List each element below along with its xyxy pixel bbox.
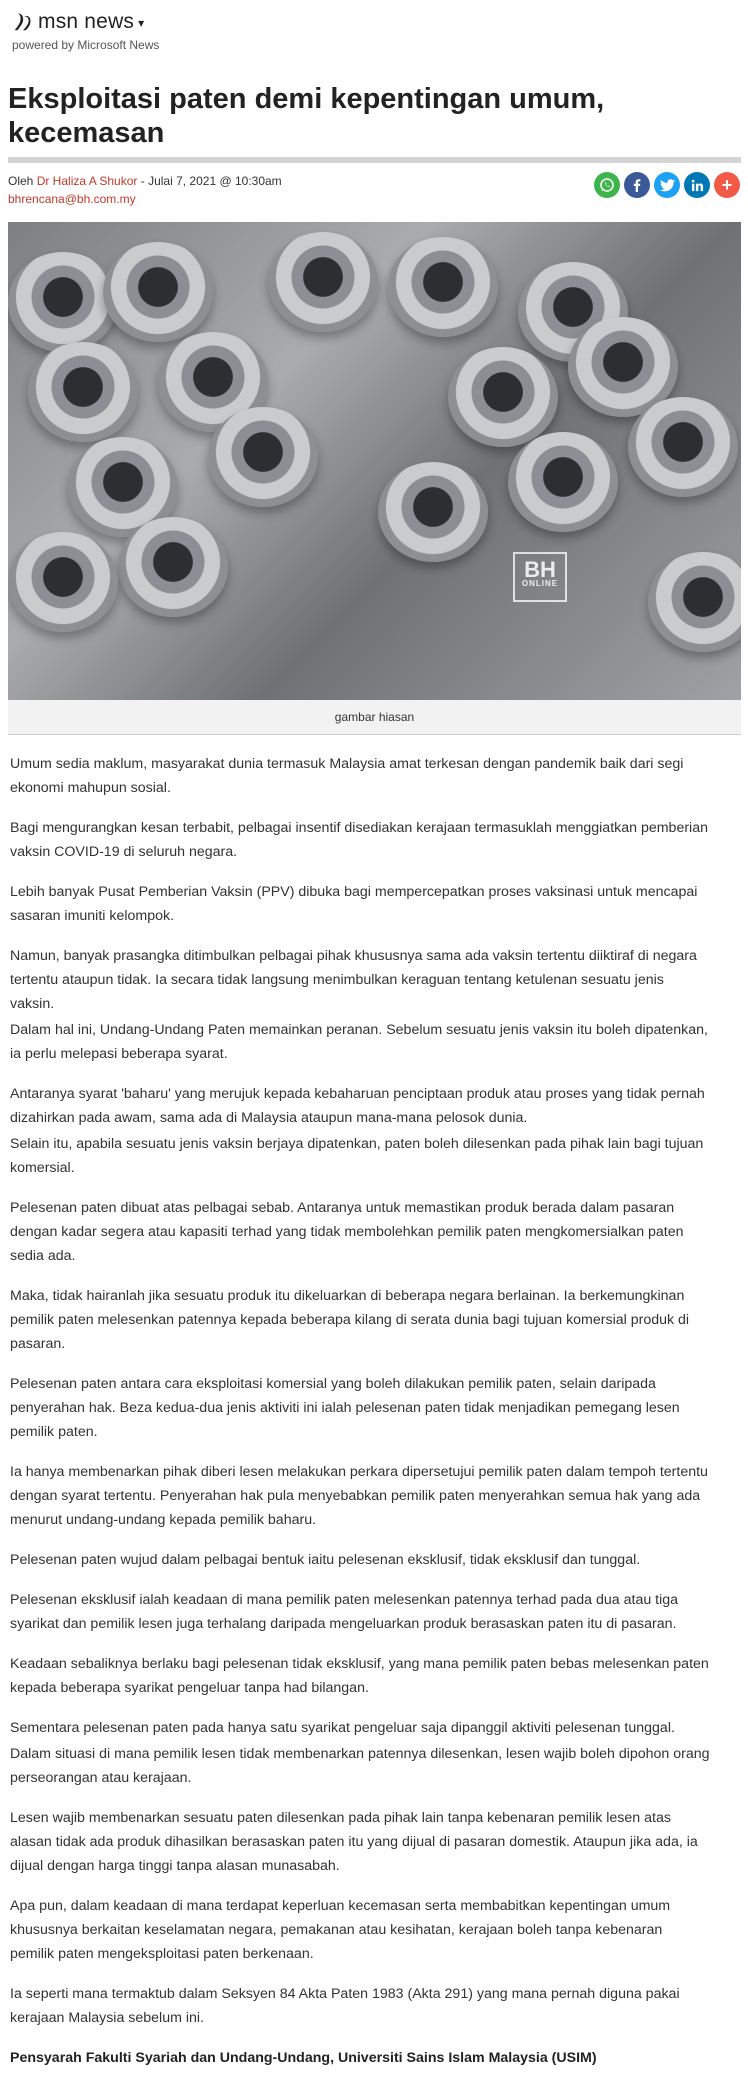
linkedin-icon xyxy=(691,179,704,192)
article-paragraph: Pelesenan paten wujud dalam pelbagai bentuk iaitu pelesenan eksklusif, tidak eksklusif dan tunggal. xyxy=(10,1552,641,1568)
share-whatsapp-button[interactable] xyxy=(594,172,620,198)
article-paragraph: Umum sedia maklum, masyarakat dunia termasuk Malaysia amat terkesan dengan pandemik baik dari segi ekonomi mahupun sosial. xyxy=(10,756,684,796)
vial-shape xyxy=(378,462,488,562)
msn-logo-icon xyxy=(12,11,34,33)
watermark-subtext: ONLINE xyxy=(521,579,559,588)
chevron-down-icon: ▾ xyxy=(138,16,145,30)
image-caption: gambar hiasan xyxy=(8,700,741,735)
bh-online-watermark xyxy=(513,552,567,602)
article-hero-image xyxy=(8,222,741,700)
article-paragraph: Lesen wajib membenarkan sesuatu paten dilesenkan pada pihak lain tanpa kebenaran pemilik lesen atas alasan tidak ada produk dihasilkan berasaskan paten itu yang dijual di pasaran domestik. Ataupun jika ada, ia dijual dengan harga tinggi tanpa alasan munasabah. xyxy=(10,1810,698,1874)
share-facebook-button[interactable] xyxy=(624,172,650,198)
byline-prefix: Oleh xyxy=(8,174,37,188)
author-email[interactable]: bhrencana@bh.com.my xyxy=(8,192,136,206)
msn-brand-row[interactable] xyxy=(12,10,159,34)
vial-shape xyxy=(628,397,738,497)
article-paragraph: Dalam hal ini, Undang-Undang Paten memainkan peranan. Sebelum sesuatu jenis vaksin itu boleh dipatenkan, ia perlu melepasi beberapa syarat. xyxy=(10,1022,708,1062)
article-body xyxy=(10,752,710,2086)
vial-shape xyxy=(208,407,318,507)
facebook-icon xyxy=(630,178,644,192)
article-paragraph: Ia hanya membenarkan pihak diberi lesen melakukan perkara dipersetujui pemilik paten dalam tempoh tertentu dengan syarat tertentu. Penyerahan hak pula menyebabkan pemilik paten menyerahkan semua hak yang ada menurut undang-undang kepada pemilik baharu. xyxy=(10,1464,708,1528)
share-more-button[interactable] xyxy=(714,172,740,198)
publish-date: - Julai 7, 2021 @ 10:30am xyxy=(137,174,282,188)
vial-shape xyxy=(28,342,138,442)
article-paragraph: Lebih banyak Pusat Pemberian Vaksin (PPV) dibuka bagi mempercepatkan proses vaksinasi untuk mencapai sasaran imuniti kelompok. xyxy=(10,884,698,924)
twitter-icon xyxy=(660,179,675,192)
article-title: Eksploitasi paten demi kepentingan umum, kecemasan xyxy=(8,83,605,149)
article-paragraph: Bagi mengurangkan kesan terbabit, pelbagai insentif disediakan kerajaan termasuklah menggiatkan pemberian vaksin COVID-19 di seluruh negara. xyxy=(10,820,708,860)
plus-icon: + xyxy=(721,174,733,195)
article-paragraph: Pelesenan eksklusif ialah keadaan di mana pemilik paten melesenkan patennya terhad pada dua atau tiga syarikat dan pemilik lesen juga terhalang daripada mengeluarkan produk berasaskan paten itu di pasaran. xyxy=(10,1592,679,1632)
byline xyxy=(8,172,282,208)
vial-shape xyxy=(8,252,118,352)
article-paragraph: Pelesenan paten dibuat atas pelbagai sebab. Antaranya untuk memastikan produk berada dalam pasaran dengan kadar segera atau kapasiti terhad yang tidak membolehkan pemilik paten mengkomersialkan paten sedia ada. xyxy=(10,1200,684,1264)
whatsapp-icon xyxy=(599,177,615,193)
watermark-text: BH xyxy=(524,557,556,582)
article-paragraph: Maka, tidak hairanlah jika sesuatu produk itu dikeluarkan di beberapa negara berlainan. Ia berkemungkinan pemilik paten melesenkan patennya kepada beberapa kilang di serata dunia bagi tujuan komersial produk di pasaran. xyxy=(10,1288,690,1352)
article-paragraph: Sementara pelesenan paten pada hanya satu syarikat pengeluar saja dipanggil aktiviti pelesenan tunggal. xyxy=(10,1720,675,1736)
vial-shape xyxy=(388,237,498,337)
share-linkedin-button[interactable] xyxy=(684,172,710,198)
vial-shape xyxy=(268,232,378,332)
article-paragraph: Namun, banyak prasangka ditimbulkan pelbagai pihak khususnya sama ada vaksin tertentu diiktiraf di negara tertentu ataupun tidak. Ia secara tidak langsung menimbulkan keraguan tentang ketulenan sesuatu jenis vaksin. xyxy=(10,948,697,1012)
author-credit: Pensyarah Fakulti Syariah dan Undang-Undang, Universiti Sains Islam Malaysia (USIM) xyxy=(10,2050,597,2066)
vial-shape xyxy=(118,517,228,617)
article-paragraph: Dalam situasi di mana pemilik lesen tidak membenarkan patennya dilesenkan, lesen wajib boleh dipohon orang perseorangan atau kerajaan. xyxy=(10,1746,710,1786)
article-paragraph: Ia seperti mana termaktub dalam Seksyen 84 Akta Paten 1983 (Akta 291) yang mana pernah diguna pakai kerajaan Malaysia sebelum ini. xyxy=(10,1986,680,2026)
brand-name: msn news xyxy=(38,10,135,33)
article-paragraph: Pelesenan paten antara cara eksploitasi komersial yang boleh dilakukan pemilik paten, selain daripada penyerahan hak. Beza kedua-dua jenis aktiviti ini ialah pelesenan paten tidak menjadikan pemegang lesen pemilik paten. xyxy=(10,1376,680,1440)
author-link[interactable]: Dr Haliza A Shukor xyxy=(36,174,138,188)
vial-shape xyxy=(648,552,741,652)
share-bar xyxy=(594,172,740,198)
vial-shape xyxy=(508,432,618,532)
article-paragraph: Selain itu, apabila sesuatu jenis vaksin berjaya dipatenkan, paten boleh dilesenkan pada pihak lain bagi tujuan komersial. xyxy=(10,1136,704,1176)
article-paragraph: Keadaan sebaliknya berlaku bagi pelesenan tidak eksklusif, yang mana pemilik paten bebas melesenkan paten kepada beberapa syarikat pengeluar tanpa had bilangan. xyxy=(10,1656,709,1696)
share-twitter-button[interactable] xyxy=(654,172,680,198)
article-paragraph: Apa pun, dalam keadaan di mana terdapat keperluan kecemasan serta membabitkan kepentingan umum khususnya berkaitan keselamatan negara, pemakanan atau kesihatan, kerajaan boleh tanpa kebenaran pemilik paten mengeksploitasi paten berkenaan. xyxy=(10,1898,671,1962)
powered-by: powered by Microsoft News xyxy=(12,38,160,52)
article-paragraph: Antaranya syarat 'baharu' yang merujuk kepada kebaharuan penciptaan produk atau proses yang tidak pernah dizahirkan pada awam, sama ada di Malaysia ataupun mana-mana pelosok dunia. xyxy=(10,1086,705,1126)
vial-shape xyxy=(448,347,558,447)
vial-shape xyxy=(103,242,213,342)
title-divider xyxy=(8,157,741,163)
msn-header xyxy=(12,10,159,60)
vial-shape xyxy=(8,532,118,632)
